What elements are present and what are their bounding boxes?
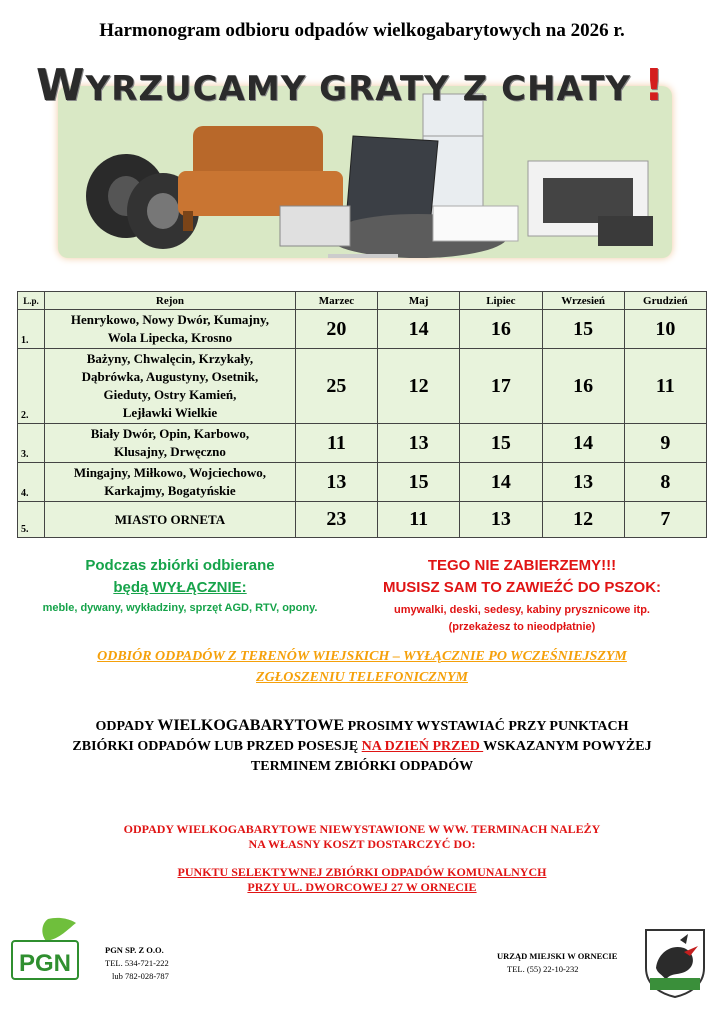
rejon-line: Klusajny, Drwęczno	[113, 444, 226, 459]
date-cell: 7	[624, 502, 706, 538]
date-cell: 13	[378, 424, 460, 463]
missed-line: NA WŁASNY KOSZT DOSTARCZYĆ DO:	[248, 837, 476, 851]
row-number: 4.	[18, 463, 45, 502]
slogan-exclamation: !	[643, 60, 665, 111]
pgn-logo-text: PGN	[18, 950, 72, 977]
row-number: 3.	[18, 424, 45, 463]
date-cell: 20	[295, 310, 377, 349]
accepted-heading-2: będą WYŁĄCZNIE:	[113, 579, 247, 596]
rejon-line: Biały Dwór, Opin, Karbowo,	[90, 426, 250, 441]
placement-text: ODPADY	[95, 719, 158, 734]
rejon-line: Wola Lipecka, Krosno	[107, 330, 233, 345]
missed-collection-notice	[20, 822, 704, 852]
pgn-phone-alt: lub 782-028-787	[112, 971, 169, 981]
placement-emphasis: WIELKOGABARYTOWE	[157, 717, 345, 734]
rural-notice-line: ZGŁOSZENIU TELEFONICZNYM	[256, 670, 468, 685]
placement-instructions	[20, 716, 704, 777]
slogan-first-letter: W	[36, 60, 86, 111]
rural-notice-line: ODBIÓR ODPADÓW Z TERENÓW WIEJSKICH – WYŁĄCZNIE PO WCZEŚNIEJSZYM	[97, 649, 627, 664]
date-cell: 13	[460, 502, 542, 538]
date-cell: 8	[624, 463, 706, 502]
banner-background	[58, 86, 672, 258]
dragon-crest-icon	[644, 928, 706, 998]
accepted-heading-1: Podczas zbiórki odbierane	[85, 557, 275, 574]
date-cell: 11	[624, 349, 706, 424]
row-number: 2.	[18, 349, 45, 424]
date-cell: 12	[542, 502, 624, 538]
rejon-line: Bażyny, Chwalęcin, Krzykały,	[86, 351, 254, 366]
urzad-name: URZĄD MIEJSKI W ORNECIE	[497, 951, 618, 961]
row-rejon	[45, 349, 296, 424]
date-cell: 15	[460, 424, 542, 463]
orneta-crest	[644, 928, 706, 998]
urzad-phone: TEL. (55) 22-10-232	[507, 964, 579, 974]
row-rejon	[45, 310, 296, 349]
rejected-heading-2: MUSISZ SAM TO ZAWIEŹĆ DO PSZOK:	[382, 579, 662, 596]
rejon-line: Dąbrówka, Augustyny, Osetnik,	[81, 369, 259, 384]
table-row	[18, 310, 707, 349]
date-cell: 16	[460, 310, 542, 349]
banner-slogan	[36, 60, 694, 111]
date-cell: 12	[378, 349, 460, 424]
date-cell: 17	[460, 349, 542, 424]
row-number: 1.	[18, 310, 45, 349]
date-cell: 11	[378, 502, 460, 538]
placement-text: WSKAZANYM POWYŻEJ	[483, 739, 652, 754]
schedule-table	[17, 291, 707, 538]
header-rejon: Rejon	[45, 292, 296, 310]
date-cell: 11	[295, 424, 377, 463]
row-number: 5.	[18, 502, 45, 538]
placement-text: TERMINEM ZBIÓRKI ODPADÓW	[250, 759, 474, 774]
row-rejon	[45, 424, 296, 463]
placement-text: ZBIÓRKI ODPADÓW LUB PRZED POSESJĘ	[72, 739, 362, 754]
date-cell: 9	[624, 424, 706, 463]
date-cell: 13	[542, 463, 624, 502]
date-cell: 16	[542, 349, 624, 424]
pszok-line: PRZY UL. DWORCOWEJ 27 W ORNECIE	[247, 880, 477, 894]
banner	[36, 58, 694, 263]
header-month: Marzec	[295, 292, 377, 310]
pszok-line: PUNKTU SELEKTYWNEJ ZBIÓRKI ODPADÓW KOMUNALNYCH	[177, 865, 547, 879]
missed-line: ODPADY WIELKOGABARYTOWE NIEWYSTAWIONE W WW. TERMINACH NALEŻY	[123, 822, 601, 836]
header-month: Maj	[378, 292, 460, 310]
table-row	[18, 349, 707, 424]
accepted-items-list: meble, dywany, wykładziny, sprzęt AGD, RTV, opony.	[42, 602, 318, 614]
date-cell: 25	[295, 349, 377, 424]
rejon-line: Karkajmy, Bogatyńskie	[104, 483, 236, 498]
rejon-line: MIASTO ORNETA	[114, 511, 226, 527]
date-cell: 14	[542, 424, 624, 463]
pgn-contact	[105, 944, 169, 983]
pszok-address	[20, 865, 704, 895]
header-month: Grudzień	[624, 292, 706, 310]
row-rejon	[45, 502, 296, 538]
rejon-line: Gieduty, Ostry Kamień,	[103, 387, 237, 402]
urzad-contact	[497, 950, 617, 976]
leaf-icon	[10, 915, 80, 981]
date-cell: 15	[378, 463, 460, 502]
slogan-text: YRZUCAMY GRATY Z CHATY	[85, 69, 631, 109]
date-cell: 23	[295, 502, 377, 538]
placement-day-before: NA DZIEŃ PRZED	[361, 739, 484, 754]
header-lp: L.p.	[18, 292, 45, 310]
date-cell: 10	[624, 310, 706, 349]
header-month: Wrzesień	[542, 292, 624, 310]
rejon-line: Mingajny, Miłkowo, Wojciechowo,	[73, 465, 267, 480]
table-header-row	[18, 292, 707, 310]
pgn-logo	[10, 915, 80, 981]
rural-notice	[20, 646, 704, 688]
rejected-note: (przekażesz to nieodpłatnie)	[448, 621, 596, 633]
page-title: Harmonogram odbioru odpadów wielkogabarytowych na 2026 r.	[99, 20, 625, 41]
rejected-items-section	[362, 555, 682, 636]
rejon-line: Lejławki Wielkie	[122, 405, 218, 420]
rejected-items-list: umywalki, deski, sedesy, kabiny prysznicowe itp.	[394, 604, 650, 616]
date-cell: 13	[295, 463, 377, 502]
junk-illustration	[58, 86, 672, 258]
rejected-heading-1: TEGO NIE ZABIERZEMY!!!	[427, 557, 617, 574]
pgn-name: PGN SP. Z O.O.	[105, 945, 164, 955]
date-cell: 15	[542, 310, 624, 349]
accepted-items-section	[20, 555, 340, 614]
placement-text: PROSIMY WYSTAWIAĆ PRZY PUNKTACH	[344, 719, 629, 734]
date-cell: 14	[378, 310, 460, 349]
header-month: Lipiec	[460, 292, 542, 310]
rejon-line: Henrykowo, Nowy Dwór, Kumajny,	[70, 312, 270, 327]
table-row	[18, 463, 707, 502]
table-row	[18, 502, 707, 538]
table-row	[18, 424, 707, 463]
pgn-phone: TEL. 534-721-222	[105, 958, 169, 968]
date-cell: 14	[460, 463, 542, 502]
row-rejon	[45, 463, 296, 502]
